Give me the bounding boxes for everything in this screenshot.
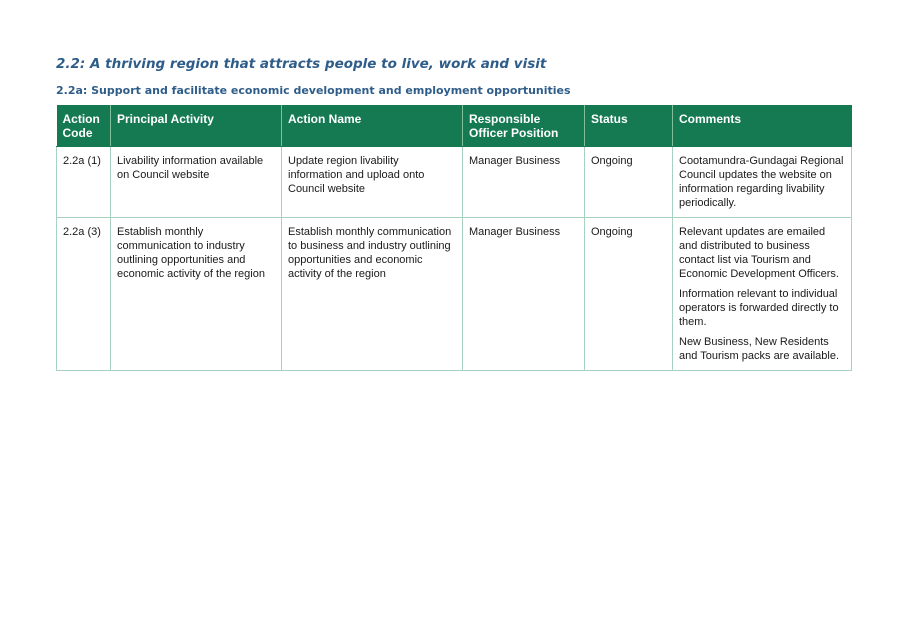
comment-paragraph: Relevant updates are emailed and distributed to business contact list via Tourism and Economic Development Officers. xyxy=(679,226,839,280)
comment-paragraph: New Business, New Residents and Tourism packs are available. xyxy=(679,336,839,362)
cell-action-code: 2.2a (3) xyxy=(57,218,111,371)
table-row xyxy=(57,218,852,371)
header-action-name: Action Name xyxy=(282,105,463,147)
cell-principal-activity: Establish monthly communication to industry outlining opportunities and economic activity of the region xyxy=(111,218,282,371)
table-row xyxy=(57,147,852,218)
header-status: Status xyxy=(585,105,673,147)
cell-action-code: 2.2a (1) xyxy=(57,147,111,218)
cell-comments xyxy=(673,147,852,218)
header-comments: Comments xyxy=(673,105,852,147)
cell-action-name: Update region livability information and upload onto Council website xyxy=(282,147,463,218)
cell-principal-activity: Livability information available on Council website xyxy=(111,147,282,218)
cell-responsible-officer: Manager Business xyxy=(463,147,585,218)
cell-responsible-officer: Manager Business xyxy=(463,218,585,371)
table-header-row xyxy=(57,105,852,147)
header-action-code: Action Code xyxy=(57,105,111,147)
cell-action-name: Establish monthly communication to business and industry outlining opportunities and economic activity of the region xyxy=(282,218,463,371)
comment-paragraph: Cootamundra-Gundagai Regional Council updates the website on information regarding livability periodically. xyxy=(679,155,844,209)
cell-comments xyxy=(673,218,852,371)
subsection-heading: 2.2a: Support and facilitate economic development and employment opportunities xyxy=(56,84,571,97)
cell-status: Ongoing xyxy=(585,218,673,371)
cell-status: Ongoing xyxy=(585,147,673,218)
header-responsible-officer: Responsible Officer Position xyxy=(463,105,585,147)
comment-paragraph: Information relevant to individual operators is forwarded directly to them. xyxy=(679,288,839,328)
action-table xyxy=(56,105,852,371)
header-principal-activity: Principal Activity xyxy=(111,105,282,147)
section-heading: 2.2: A thriving region that attracts people to live, work and visit xyxy=(56,56,547,72)
